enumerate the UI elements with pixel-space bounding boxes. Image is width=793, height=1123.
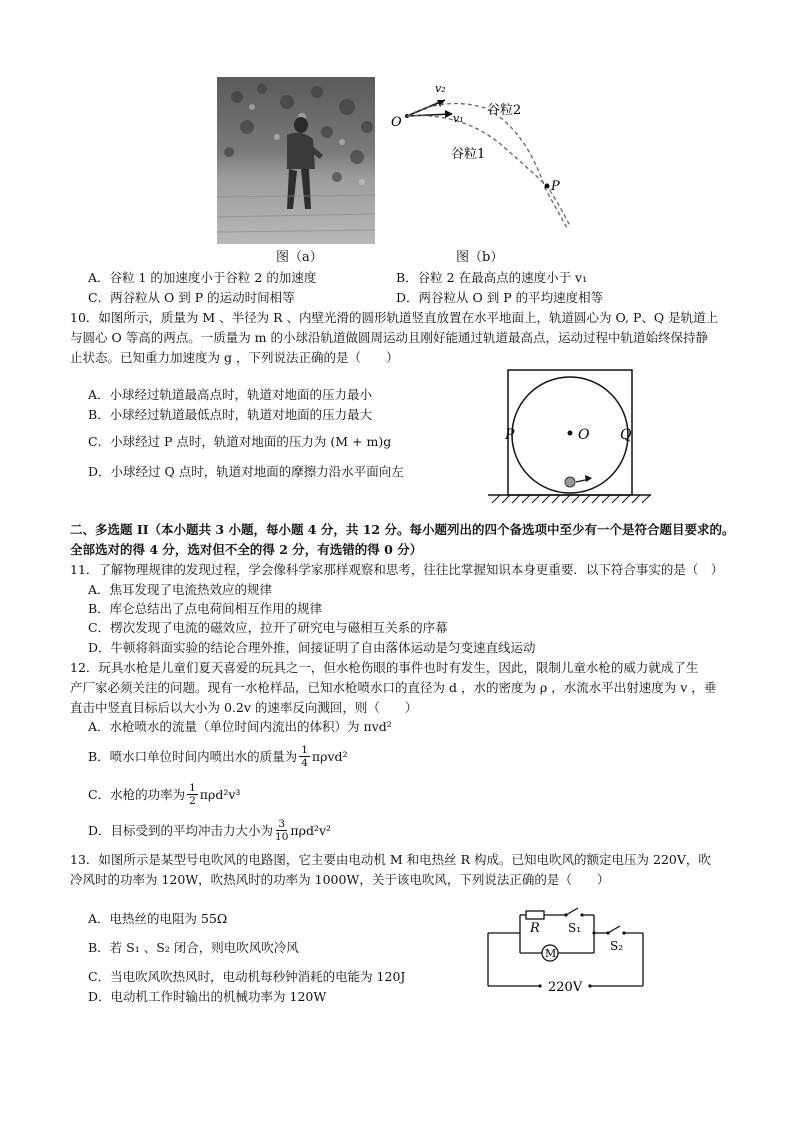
label-v1: v₁ <box>453 112 464 125</box>
q10-option-c: C．小球经过 P 点时，轨道对地面的压力为 (M + m)g <box>88 434 392 449</box>
q12-c-fraction <box>187 782 198 807</box>
q13-option-b: B．若 S₁ 、S₂ 闭合，则电吹风吹冷风 <box>88 940 299 955</box>
circular-track-diagram <box>486 365 661 515</box>
q13-option-d: D．电动机工作时输出的机械功率为 120W <box>88 989 327 1004</box>
q12-stem-2: 产厂家必须关注的问题。现有一水枪样品，已知水枪喷水口的直径为 d ，水的密度为 ρ ，水流水平出射速度为 v ，垂 <box>70 680 717 695</box>
q9-option-b: B．谷粒 2 在最高点的速度小于 v₁ <box>396 270 588 285</box>
trajectory-diagram <box>385 78 590 248</box>
q12-d-numerator: 3 <box>278 817 286 830</box>
circuit-label-s1: S₁ <box>568 921 582 935</box>
q11-option-a: A．焦耳发现了电流热效应的规律 <box>88 582 273 597</box>
q10-option-d: D．小球经过 Q 点时，轨道对地面的摩擦力沿水平面向左 <box>88 464 404 479</box>
q12-c-denominator: 2 <box>189 794 196 807</box>
q12-option-b <box>88 738 348 774</box>
circuit-diagram <box>478 900 658 1002</box>
q12-c-numerator: 1 <box>189 781 196 794</box>
circle-label-p: P <box>505 427 515 443</box>
q12-stem-1: 12．玩具水枪是儿童们夏天喜爱的玩具之一，但水枪伤眼的事件也时有发生，因此，限制儿童水枪的威力就成了生 <box>70 660 699 675</box>
q12-option-a: A．水枪喷水的流量（单位时间内流出的体积）为 πvd² <box>88 719 392 734</box>
q13-stem-1: 13．如图所示是某型号电吹风的电路图，它主要由电动机 M 和电热丝 R 构成。已知电吹风的额定电压为 220V，吹 <box>70 852 711 867</box>
circuit-label-r: R <box>530 921 540 936</box>
section2-line-1: 二、多选题 II（本小题共 3 小题，每小题 4 分，共 12 分。每小题列出的四个备选项中至少有一个是符合题目要求的。 <box>70 522 735 537</box>
label-grain2: 谷粒2 <box>487 103 522 118</box>
q10-stem-2: 与圆心 O 等高的两点。一质量为 m 的小球沿轨道做圆周运动且刚好能通过轨道最高点，运动过程中轨道始终保持静 <box>70 330 708 345</box>
q11-option-c: C．楞次发现了电流的磁效应，拉开了研究电与磁相互关系的序幕 <box>88 620 448 635</box>
q12-c-text: C．水枪的功率为 <box>88 787 186 802</box>
section2-line-2: 全部选对的得 4 分，选对但不全的得 2 分，有选错的得 0 分） <box>70 542 423 557</box>
q12-d-denominator: 10 <box>275 830 289 843</box>
q11-option-b: B．库仑总结出了点电荷间相互作用的规律 <box>88 601 323 616</box>
q11-option-d: D．牛顿将斜面实验的结论合理外推，间接证明了自由落体运动是匀变速直线运动 <box>88 640 536 655</box>
q12-b-denominator: 4 <box>301 756 308 769</box>
q12-d-text: D．目标受到的平均冲击力大小为 <box>88 823 274 838</box>
q10-stem-3: 止状态。已知重力加速度为 g ，下列说法正确的是（ ） <box>70 350 399 365</box>
label-p: P <box>551 179 560 194</box>
label-o: O <box>391 115 402 130</box>
q12-c-expression: πρd²v³ <box>199 786 241 802</box>
q12-b-numerator: 1 <box>301 743 308 756</box>
q12-option-c <box>88 776 240 812</box>
circuit-label-voltage: 220V <box>548 980 583 995</box>
q10-option-a: A．小球经过轨道最高点时，轨道对地面的压力最小 <box>88 387 373 402</box>
farmer-photo <box>217 77 375 244</box>
q9-option-d: D．两谷粒从 O 到 P 的平均速度相等 <box>396 290 604 305</box>
q13-stem-2: 冷风时的功率为 120W，吹热风时的功率为 1000W，关于该电吹风，下列说法正确的是（ ） <box>70 872 610 887</box>
q12-option-d <box>88 812 331 848</box>
photo-caption: 图（a） <box>276 250 323 265</box>
q12-b-fraction <box>299 744 310 769</box>
q13-option-a: A．电热丝的电阻为 55Ω <box>88 911 228 926</box>
label-grain1: 谷粒1 <box>451 147 486 162</box>
circle-label-q: Q <box>620 427 632 443</box>
label-v2: v₂ <box>435 82 446 95</box>
q12-b-text: B．喷水口单位时间内喷出水的质量为 <box>88 749 298 764</box>
q12-stem-3: 直击中竖直目标后以大小为 0.2v 的速率反向溅回，则（ ） <box>70 700 418 715</box>
q13-option-c: C．当电吹风吹热风时，电动机每秒钟消耗的电能为 120J <box>88 969 406 984</box>
q12-d-fraction <box>275 818 288 843</box>
diagram-caption: 图（b） <box>456 250 504 265</box>
q9-option-c: C．两谷粒从 O 到 P 的运动时间相等 <box>88 290 295 305</box>
circuit-label-m: M <box>545 947 557 960</box>
circle-label-o: O <box>578 427 590 443</box>
q11-stem: 11．了解物理规律的发现过程，学会像科学家那样观察和思考，往往比掌握知识本身更重要．以下符合事实的是（ ） <box>70 562 724 577</box>
q12-b-expression: πρvd² <box>311 748 348 764</box>
circuit-label-s2: S₂ <box>610 939 624 953</box>
q12-d-expression: πρd²v² <box>290 822 332 838</box>
q10-option-b: B．小球经过轨道最低点时，轨道对地面的压力最大 <box>88 407 373 422</box>
q10-stem-1: 10．如图所示，质量为 M 、半径为 R 、内壁光滑的圆形轨道竖直放置在水平地面上，轨道圆心为 O, P、Q 是轨道上 <box>70 310 719 325</box>
q9-option-a: A．谷粒 1 的加速度小于谷粒 2 的加速度 <box>88 270 317 285</box>
